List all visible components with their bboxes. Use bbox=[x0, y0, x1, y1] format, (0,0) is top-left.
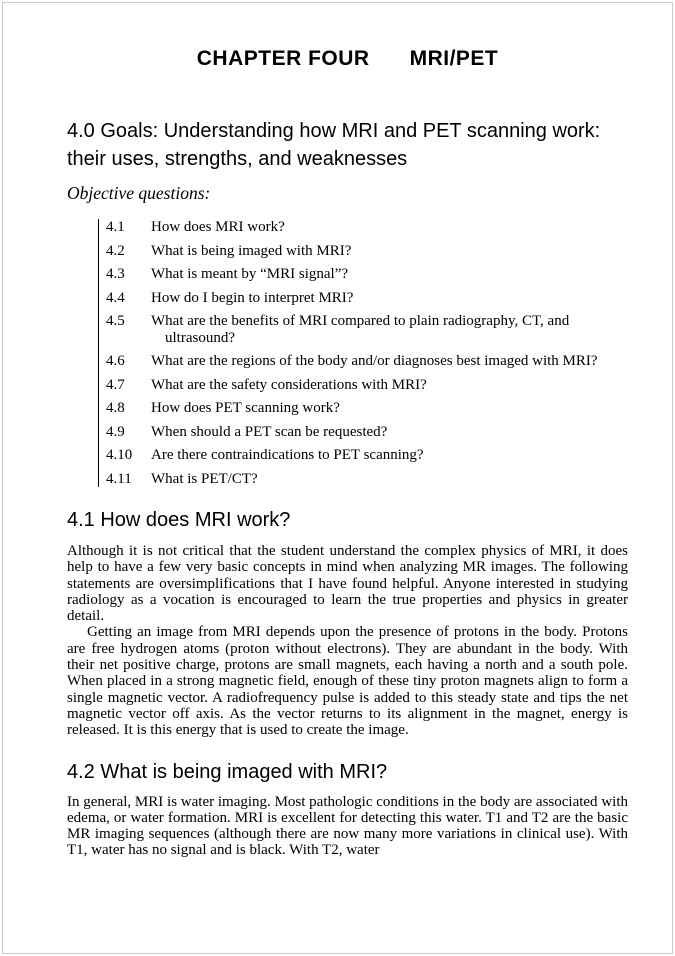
question-item bbox=[106, 313, 628, 346]
question-number: 4.10 bbox=[106, 447, 133, 463]
question-number: 4.6 bbox=[106, 353, 125, 369]
page-content bbox=[3, 47, 672, 859]
question-text: How do I begin to interpret MRI? bbox=[151, 289, 354, 306]
objective-questions-label: Objective questions: bbox=[67, 183, 211, 203]
question-text: What is PET/CT? bbox=[151, 470, 258, 487]
paragraph: In general, MRI is water imaging. Most pathologic conditions in the body are associated with edema, or water formation. MRI is excellent for detecting this water. T1 and T2 are the basic MR imaging sequences (although there are now many more variations in clinical use). With T1, water has no signal and is black. With T2, water bbox=[67, 793, 628, 859]
question-number: 4.1 bbox=[106, 219, 125, 235]
section-heading: 4.2 What is being imaged with MRI? bbox=[67, 760, 388, 783]
question-number: 4.11 bbox=[106, 470, 132, 487]
question-item bbox=[106, 400, 628, 417]
question-item bbox=[106, 353, 628, 370]
question-number: 4.7 bbox=[106, 376, 125, 393]
document-page bbox=[2, 2, 673, 954]
question-item bbox=[106, 424, 628, 441]
question-text: What are the regions of the body and/or diagnoses best imaged with MRI? bbox=[151, 353, 598, 369]
question-text: What are the safety considerations with MRI? bbox=[151, 376, 427, 393]
question-item bbox=[106, 266, 628, 283]
question-item bbox=[106, 219, 628, 236]
question-item bbox=[106, 447, 628, 464]
paragraph: Although it is not critical that the student understand the complex physics of MRI, it does help to have a few very basic concepts in mind when analyzing MR images. The following statements are oversimplifications that I have found helpful. Anyone interested in studying radiology as a vocation is encouraged to learn the true properties and physics in greater detail. bbox=[67, 543, 628, 625]
section-heading: 4.1 How does MRI work? bbox=[67, 509, 291, 531]
question-number: 4.2 bbox=[106, 242, 125, 259]
question-item bbox=[106, 243, 628, 260]
question-text: How does PET scanning work? bbox=[151, 400, 340, 416]
question-text: Are there contraindications to PET scanning? bbox=[151, 447, 424, 463]
section-body bbox=[67, 794, 628, 859]
section-body bbox=[67, 543, 628, 739]
chapter-header bbox=[67, 47, 628, 71]
question-number: 4.5 bbox=[106, 313, 125, 329]
section-4-1 bbox=[67, 507, 628, 739]
question-number: 4.9 bbox=[106, 423, 125, 440]
question-text: When should a PET scan be requested? bbox=[151, 423, 388, 440]
question-text: How does MRI work? bbox=[151, 219, 285, 235]
question-text: What are the benefits of MRI compared to plain radiography, CT, and ultrasound? bbox=[151, 313, 570, 346]
question-text: What is meant by “MRI signal”? bbox=[151, 266, 349, 282]
question-item bbox=[106, 471, 628, 488]
chapter-title: CHAPTER FOUR bbox=[196, 47, 370, 70]
question-number: 4.3 bbox=[106, 266, 125, 282]
question-number: 4.8 bbox=[106, 400, 125, 416]
chapter-topic: MRI/PET bbox=[409, 47, 499, 70]
paragraph: Getting an image from MRI depends upon the presence of protons in the body. Protons are free hydrogen atoms (proton without electrons). They are abundant in the body. With their net positive charge, protons are small magnets, each having a north and a south pole. When placed in a strong magnetic field, enough of these tiny proton magnets align to form a single magnetic vector. A radiofrequency pulse is added to this steady state and tips the net magnetic vector off axis. As the vector returns to its alignment in the magnet, energy is released. It is this energy that is used to create the image. bbox=[67, 624, 628, 739]
question-number: 4.4 bbox=[106, 289, 125, 306]
question-item bbox=[106, 290, 628, 307]
section-4-2 bbox=[67, 759, 628, 859]
question-text: What is being imaged with MRI? bbox=[151, 242, 352, 259]
objective-questions-list bbox=[98, 219, 628, 487]
goals-heading: 4.0 Goals: Understanding how MRI and PET scanning work: their uses, strengths, and weaknesses bbox=[67, 120, 601, 170]
question-item bbox=[106, 377, 628, 394]
